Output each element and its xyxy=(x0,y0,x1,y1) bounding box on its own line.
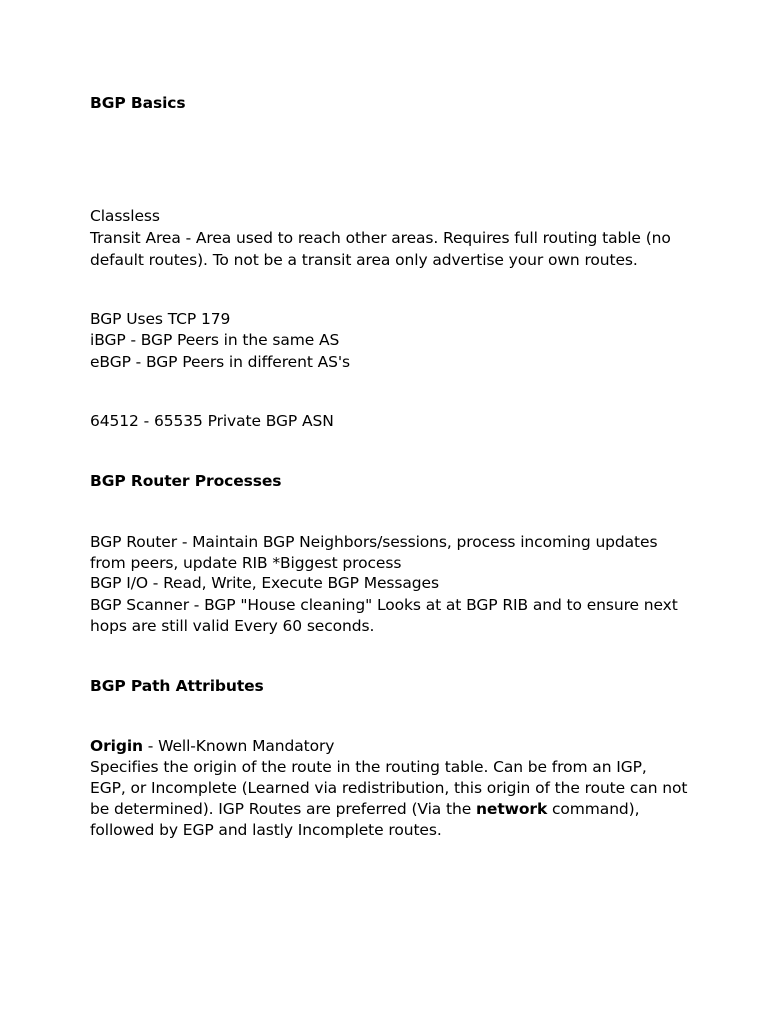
text-private-asn: 64512 - 65535 Private BGP ASN xyxy=(90,412,334,430)
origin-line3-pre: be determined). IGP Routes are preferred (Via the xyxy=(90,800,476,818)
heading-router-processes: BGP Router Processes xyxy=(90,472,282,490)
text-router-line-1: BGP Router - Maintain BGP Neighbors/sessions, process incoming updates xyxy=(90,533,658,551)
text-io-line: BGP I/O - Read, Write, Execute BGP Messages xyxy=(90,574,439,592)
text-tcp: BGP Uses TCP 179 xyxy=(90,310,231,328)
text-scanner-line-1: BGP Scanner - BGP "House cleaning" Looks at at BGP RIB and to ensure next xyxy=(90,596,678,614)
text-origin-line-1: Specifies the origin of the route in the routing table. Can be from an IGP, xyxy=(90,758,647,776)
text-origin-line-3 xyxy=(90,799,639,820)
origin-desc: - Well-Known Mandatory xyxy=(142,737,335,755)
text-ibgp: iBGP - BGP Peers in the same AS xyxy=(90,331,340,349)
text-router-line-2: from peers, update RIB *Biggest process xyxy=(90,554,402,572)
text-transit-line-2: default routes). To not be a transit area only advertise your own routes. xyxy=(90,251,638,269)
origin-term: Origin xyxy=(90,737,143,755)
text-transit-line-1: Transit Area - Area used to reach other areas. Requires full routing table (no xyxy=(90,229,671,247)
heading-path-attributes: BGP Path Attributes xyxy=(90,677,264,695)
text-classless: Classless xyxy=(90,207,160,225)
network-keyword: network xyxy=(475,800,548,818)
text-origin-line-4: followed by EGP and lastly Incomplete routes. xyxy=(90,821,442,839)
heading-bgp-basics: BGP Basics xyxy=(90,94,186,112)
text-ebgp: eBGP - BGP Peers in different AS's xyxy=(90,353,351,371)
text-origin-line-2: EGP, or Incomplete (Learned via redistribution, this origin of the route can not xyxy=(90,779,688,797)
text-scanner-line-2: hops are still valid Every 60 seconds. xyxy=(90,617,375,635)
text-origin-title xyxy=(90,736,334,757)
origin-line3-post: command), xyxy=(547,800,640,818)
